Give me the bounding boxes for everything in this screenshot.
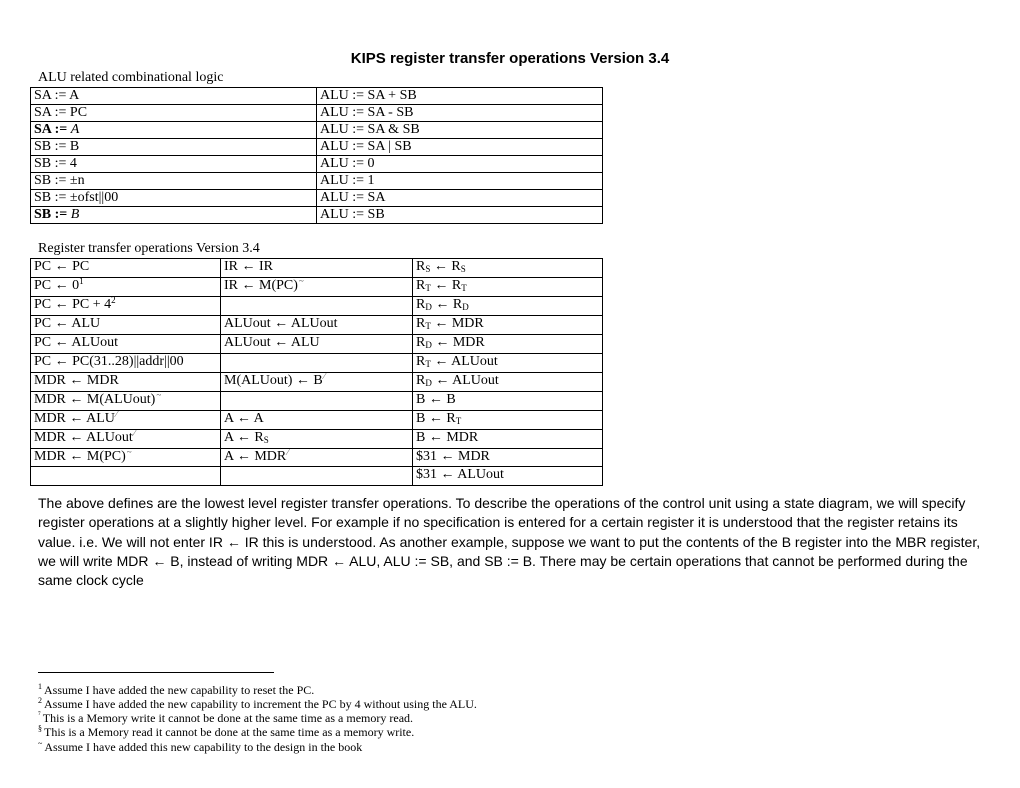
subscript: T xyxy=(425,359,431,369)
alu-cell-prefix: SB := xyxy=(34,207,71,222)
rt-cell-text: R xyxy=(416,297,426,312)
rt-cell-text: R xyxy=(451,278,462,293)
rt-cell-text: ALUout ← ALUout xyxy=(224,316,338,331)
rt-cell-text: MDR ← ALU xyxy=(34,410,115,426)
alu-cell: ALU := SA - SB xyxy=(317,105,603,122)
table-row xyxy=(31,259,603,278)
table-row xyxy=(31,139,603,156)
alu-cell: ALU := SA & SB xyxy=(317,122,603,139)
footnote-mark: ~ xyxy=(298,277,304,286)
rt-cell-text: M(ALUout) ← B xyxy=(224,373,323,388)
rt-cell-col2 xyxy=(221,316,413,335)
rt-cell-col1 xyxy=(31,429,221,448)
rt-cell-text: IR ← M(PC) xyxy=(224,278,298,293)
table-row xyxy=(31,105,603,122)
rt-cell-col1 xyxy=(31,316,221,335)
table-row xyxy=(31,88,603,105)
alu-cell: SB := 4 xyxy=(31,156,317,173)
rt-cell-col1 xyxy=(31,448,221,467)
rt-cell-text: ALUout xyxy=(452,373,499,388)
table-row xyxy=(31,190,603,207)
footnote-mark: 1 xyxy=(38,682,42,691)
alu-cell-prefix: SA := xyxy=(34,122,71,137)
rt-cell-col1 xyxy=(31,259,221,278)
rt-cell-col2 xyxy=(221,297,413,316)
overline-var: $\overline{A}$ xyxy=(70,122,80,137)
table-row xyxy=(31,392,603,411)
rt-cell-col1 xyxy=(31,297,221,316)
rt-cell-col3 xyxy=(413,410,603,429)
alu-cell: ALU := SA | SB xyxy=(317,139,603,156)
subscript: T xyxy=(455,415,462,426)
arrow-symbol: ← xyxy=(430,316,452,331)
alu-cell: SB := ±n xyxy=(31,173,317,190)
rt-cell-text: PC ← PC + 4 xyxy=(34,297,112,312)
rt-cell-text: $31 ← ALUout xyxy=(416,467,504,483)
rt-cell-col1 xyxy=(31,467,221,486)
alu-cell: SA := PC xyxy=(31,105,317,122)
register-transfer-table xyxy=(30,258,603,486)
rt-cell-col1 xyxy=(31,278,221,297)
rt-cell-text: R xyxy=(416,278,426,293)
rt-cell-col3 xyxy=(413,373,603,392)
alu-cell: SB := B xyxy=(31,139,317,156)
rt-cell-col3 xyxy=(413,297,603,316)
rt-cell-text: PC ← ALUout xyxy=(34,335,119,350)
footnote-mark: ⁄ xyxy=(323,372,326,381)
alu-cell: SA := A xyxy=(31,88,317,105)
rt-cell-text: IR ← IR xyxy=(224,259,273,274)
arrow-symbol: ← xyxy=(431,297,453,312)
rt-cell-col2 xyxy=(221,373,413,392)
rt-cell-text: R xyxy=(451,259,461,274)
rt-cell-col3 xyxy=(413,467,603,486)
rt-cell-col1 xyxy=(31,392,221,411)
rt-cell-text: MDR ← ALUout xyxy=(34,429,133,445)
subscript: S xyxy=(460,264,466,274)
rt-cell-text: A ← MDR xyxy=(224,448,287,464)
footnote-rule xyxy=(38,672,274,673)
footnote-mark: 2 xyxy=(111,296,116,305)
rt-cell-col2 xyxy=(221,278,413,297)
rt-cell-text: A ← A xyxy=(224,410,264,426)
rt-cell-text: PC ← PC(31..28)||addr||00 xyxy=(34,354,184,369)
alu-cell: SB := ±ofst||00 xyxy=(31,190,317,207)
subscript: D xyxy=(462,302,469,312)
arrow-symbol: ← xyxy=(431,373,453,388)
footnote xyxy=(38,737,362,754)
rt-cell-text: PC ← ALU xyxy=(34,316,101,331)
table-row xyxy=(31,278,603,297)
description-paragraph: The above defines are the lowest level register transfer operations. To describe the operations of the control unit using a state diagram, we will specify register operations at a slightly higher level. For example if no specification is entered for a certain register it is understood that the register retains its value. i.e. We will not enter IR ← IR this is understood. As another example, suppose we want to put the contents of the B register into the MBR register, we will write MDR ← B, instead of writing MDR ← ALU, ALU := SB, and SB := B. There may be certain operations that cannot be performed during the same clock cycle xyxy=(38,495,981,589)
alu-caption: ALU related combinational logic xyxy=(38,70,224,85)
rt-cell-text: B ← B xyxy=(416,392,456,407)
rt-cell-text: $31 ← MDR xyxy=(416,448,490,464)
rt-cell-text: R xyxy=(416,316,426,331)
rt-cell-col2 xyxy=(221,448,413,467)
footnote-mark: ~ xyxy=(126,448,132,457)
footnote-text: Assume I have added this new capability to the design in the book xyxy=(44,740,363,754)
page-title: KIPS register transfer operations Version 3.4 xyxy=(350,50,670,67)
alu-cell: ALU := SA xyxy=(317,190,603,207)
table-row xyxy=(31,173,603,190)
alu-cell: ALU := SB xyxy=(317,207,603,224)
rt-cell-text: B ← R xyxy=(416,410,456,426)
rt-cell-text: B ← MDR xyxy=(416,429,479,445)
overline-var: $\overline{B}$ xyxy=(70,207,80,222)
rt-cell-text: R xyxy=(416,259,426,274)
table-row xyxy=(31,207,603,224)
rt-cell-col2 xyxy=(221,392,413,411)
rt-cell-text: MDR xyxy=(452,335,485,350)
subscript: S xyxy=(425,264,431,274)
footnote-mark: 1 xyxy=(79,277,84,286)
footnote-text: This is a Memory read it cannot be done at the same time as a memory write. xyxy=(44,725,415,739)
subscript: D xyxy=(425,302,432,312)
rt-cell-text: MDR xyxy=(451,316,484,331)
rt-cell-col2 xyxy=(221,429,413,448)
table-row xyxy=(31,122,603,139)
subscript: D xyxy=(425,378,432,388)
footnote-text: This is a Memory write it cannot be done at the same time as a memory read. xyxy=(42,711,414,725)
rt-cell-col1 xyxy=(31,373,221,392)
table-row xyxy=(31,156,603,173)
rt-cell-col2 xyxy=(221,335,413,354)
rt-cell-col3 xyxy=(413,354,603,373)
rt-caption: Register transfer operations Version 3.4 xyxy=(38,241,260,256)
table-row xyxy=(31,354,603,373)
table-row xyxy=(31,448,603,467)
rt-cell-text: R xyxy=(416,373,426,388)
arrow-symbol: ← xyxy=(430,259,452,274)
alu-cell xyxy=(31,122,317,139)
footnote-mark: ⁄ xyxy=(133,429,136,438)
table-row xyxy=(31,429,603,448)
rt-cell-col3 xyxy=(413,259,603,278)
rt-cell-text: ALUout ← ALU xyxy=(224,335,320,350)
footnote-mark: ~ xyxy=(156,391,162,400)
rt-cell-col3 xyxy=(413,316,603,335)
rt-cell-text: PC ← 0 xyxy=(34,278,80,293)
subscript: T xyxy=(425,283,431,293)
rt-cell-text: R xyxy=(452,297,463,312)
footnote-text: Assume I have added the new capability to increment the PC by 4 without using the ALU. xyxy=(44,697,477,711)
table-row xyxy=(31,467,603,486)
table-row xyxy=(31,410,603,429)
alu-table xyxy=(30,87,603,224)
alu-cell xyxy=(31,207,317,224)
table-row xyxy=(31,297,603,316)
rt-cell-col2 xyxy=(221,467,413,486)
footnote-mark: 2 xyxy=(38,696,42,705)
table-row xyxy=(31,373,603,392)
alu-cell: ALU := SA + SB xyxy=(317,88,603,105)
alu-cell: ALU := 1 xyxy=(317,173,603,190)
subscript: S xyxy=(263,434,269,445)
rt-cell-text: MDR ← M(PC) xyxy=(34,448,126,464)
arrow-symbol: ← xyxy=(430,354,452,369)
subscript: D xyxy=(425,340,432,350)
alu-cell: ALU := 0 xyxy=(317,156,603,173)
rt-cell-col3 xyxy=(413,278,603,297)
footnote-mark: § xyxy=(38,724,42,733)
arrow-symbol: ← xyxy=(430,278,452,293)
rt-cell-text: R xyxy=(416,335,426,350)
subscript: T xyxy=(461,283,467,293)
table-row xyxy=(31,316,603,335)
rt-cell-col2 xyxy=(221,354,413,373)
subscript: T xyxy=(425,321,431,331)
rt-cell-col1 xyxy=(31,410,221,429)
rt-cell-col3 xyxy=(413,448,603,467)
rt-cell-text: PC ← PC xyxy=(34,259,90,274)
footnote-mark: ⁷ xyxy=(38,710,41,719)
rt-cell-col3 xyxy=(413,429,603,448)
rt-cell-text: R xyxy=(416,354,426,369)
rt-cell-col1 xyxy=(31,335,221,354)
arrow-symbol: ← xyxy=(431,335,453,350)
rt-cell-text: MDR ← M(ALUout) xyxy=(34,392,156,407)
footnote-mark: ⁄ xyxy=(115,410,118,419)
rt-cell-col2 xyxy=(221,259,413,278)
rt-cell-col1 xyxy=(31,354,221,373)
table-row xyxy=(31,335,603,354)
rt-cell-col3 xyxy=(413,392,603,411)
footnote-mark: ⁄ xyxy=(287,448,289,457)
rt-cell-col2 xyxy=(221,410,413,429)
rt-cell-text: MDR ← MDR xyxy=(34,373,119,388)
footnote-text: Assume I have added the new capability to reset the PC. xyxy=(44,683,315,697)
rt-cell-col3 xyxy=(413,335,603,354)
rt-cell-text: A ← R xyxy=(224,429,264,445)
rt-cell-text: ALUout xyxy=(451,354,498,369)
footnote-mark: ~ xyxy=(38,739,43,748)
